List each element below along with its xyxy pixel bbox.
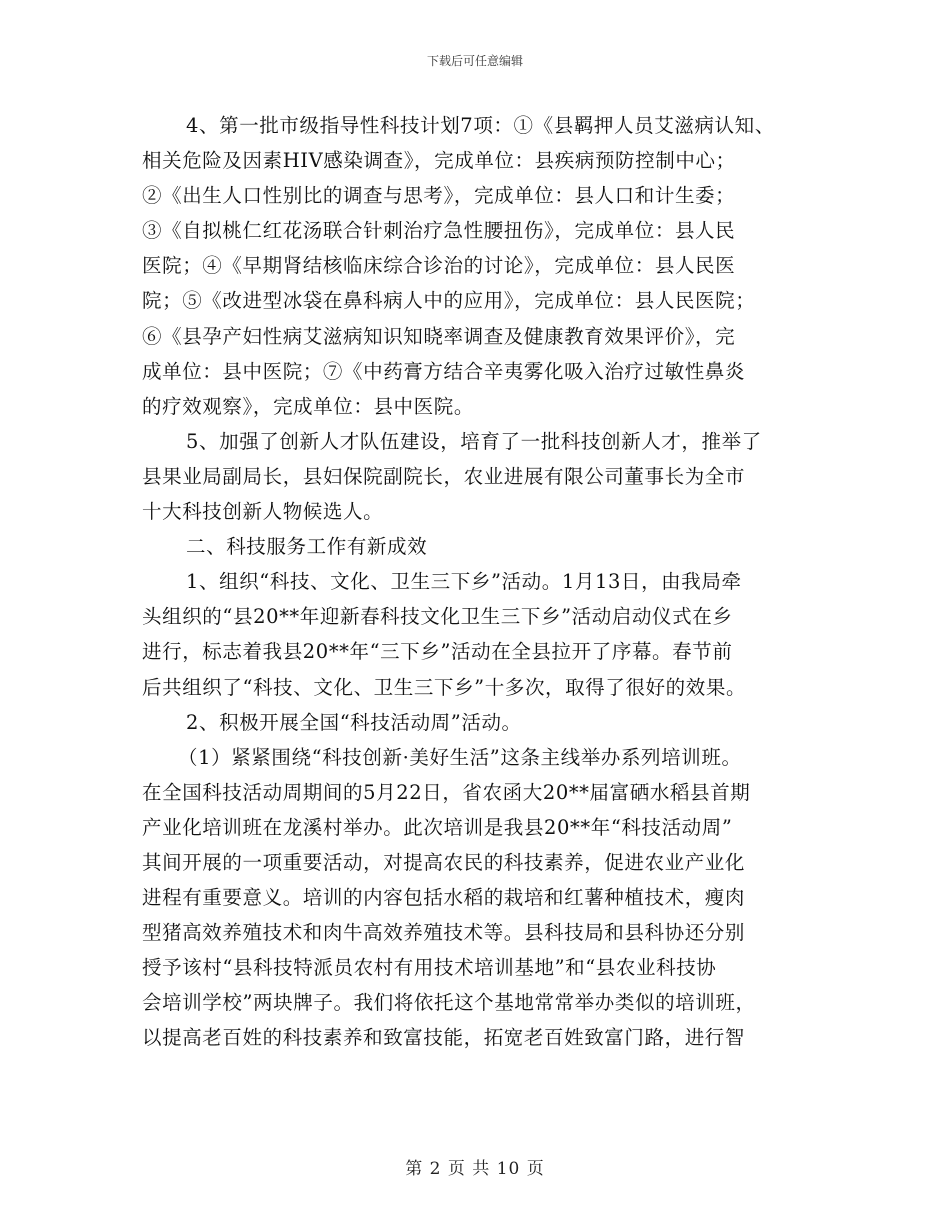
section-heading: 二、科技服务工作有新成效 (186, 535, 428, 559)
paragraph-line: 以提高老百姓的科技素养和致富技能，拓宽老百姓致富门路，进行智 (142, 1026, 746, 1050)
paragraph-line: （1）紧紧围绕“科技创新·美好生活”这条主线举办系列培训班。 (178, 745, 742, 769)
paragraph-line: 5、加强了创新人才队伍建设，培育了一批科技创新人才，推举了 (186, 429, 762, 453)
paragraph-line: ⑥《县孕产妇性病艾滋病知识知晓率调查及健康教育效果评价》，完 (142, 324, 736, 348)
paragraph-line: 授予该村“县科技特派员农村有用技术培训基地”和“县农业科技协 (142, 956, 717, 980)
paragraph-line: 进行，标志着我县20**年“三下乡”活动在全县拉开了序幕。春节前 (142, 640, 733, 664)
page-header: 下载后可任意编辑 (426, 54, 523, 68)
document-body (142, 108, 822, 1056)
paragraph-line: 相关危险及因素HIV感染调查》，完成单位：县疾病预防控制中心； (142, 149, 736, 173)
paragraph-line: 会培训学校”两块牌子。我们将依托这个基地常常举办类似的培训班， (142, 991, 756, 1015)
paragraph-line: 十大科技创新人物候选人。 (142, 500, 384, 524)
paragraph-line: 的疗效观察》，完成单位：县中医院。 (142, 394, 474, 418)
paragraph-line: 在全国科技活动周期间的5月22日，省农函大20**届富硒水稻县首期 (142, 780, 751, 804)
paragraph-line: 2、积极开展全国“科技活动周”活动。 (186, 710, 522, 734)
paragraph-line: 院；⑤《改进型冰袋在鼻科病人中的应用》，完成单位：县人民医院； (142, 289, 756, 313)
paragraph-line: 1、组织“科技、文化、卫生三下乡”活动。1月13日，由我局牵 (186, 570, 742, 594)
paragraph-line: 型猪高效养殖技术和肉牛高效养殖技术等。县科技局和县科协还分别 (142, 921, 746, 945)
paragraph-line: 后共组织了“科技、文化、卫生三下乡”十多次，取得了很好的效果。 (142, 675, 747, 699)
page-footer: 第 2 页 共 10 页 (405, 1159, 545, 1179)
paragraph-line: 成单位：县中医院；⑦《中药膏方结合辛夷雾化吸入治疗过敏性鼻炎 (142, 359, 746, 383)
paragraph-line: ②《出生人口性别比的调查与思考》，完成单位：县人口和计生委； (142, 184, 736, 208)
paragraph-line: 产业化培训班在龙溪村举办。此次培训是我县20**年“科技活动周” (142, 815, 733, 839)
paragraph-line: 县果业局副局长，县妇保院副院长，农业进展有限公司董事长为全市 (142, 464, 746, 488)
paragraph-line: 医院；④《早期肾结核临床综合诊治的讨论》，完成单位：县人民医 (142, 254, 736, 278)
paragraph-line: 其间开展的一项重要活动，对提高农民的科技素养，促进农业产业化 (142, 850, 746, 874)
paragraph-line: 进程有重要意义。培训的内容包括水稻的栽培和红薯种植技术，瘦肉 (142, 886, 746, 910)
paragraph-line: 头组织的“县20**年迎新春科技文化卫生三下乡”活动启动仪式在乡 (142, 605, 733, 629)
paragraph-line: ③《自拟桃仁红花汤联合针刺治疗急性腰扭伤》，完成单位：县人民 (142, 219, 736, 243)
paragraph-line: 4、第一批市级指导性科技计划7项：①《县羁押人员艾滋病认知、 (186, 114, 775, 137)
